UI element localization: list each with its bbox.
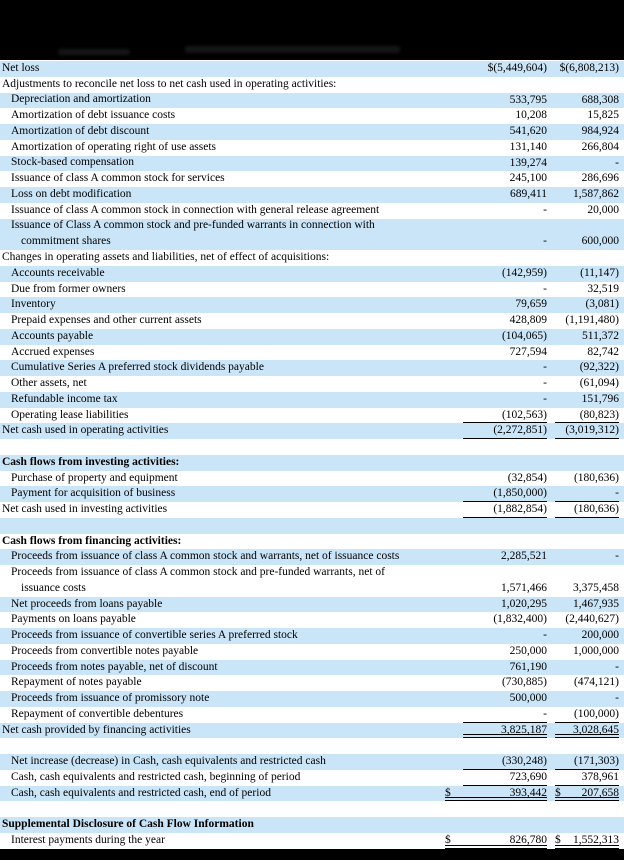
col2-value: 151,796: [581, 392, 619, 405]
col1-value: [463, 250, 547, 266]
row-label: Payment for acquisition of business: [11, 487, 176, 500]
table-row: [0, 203, 624, 219]
row-label: Repayment of notes payable: [11, 676, 142, 689]
col2-value: (180,636): [555, 502, 619, 518]
col1-value: -: [543, 377, 547, 390]
table-row: [0, 549, 624, 565]
col2-value: (3,081): [585, 298, 619, 311]
table-row: [0, 392, 624, 408]
row-label: Operating lease liabilities: [11, 408, 129, 421]
row-label-line2: commitment shares: [21, 235, 111, 248]
col1-value: (730,885): [501, 676, 547, 689]
table-row: [0, 770, 624, 786]
col1-value: 1,020,295: [501, 597, 547, 610]
col1-value: (330,248): [463, 754, 547, 770]
col1-value: [463, 817, 547, 833]
col2-value: 266,804: [581, 140, 619, 153]
row-label-line1: Proceeds from issuance of class A common stock and pre-funded warrants, net of: [11, 566, 385, 578]
table-row: [0, 140, 624, 156]
col1-value: 727,594: [509, 345, 547, 358]
table-row: [0, 61, 624, 77]
col2-value: (2,440,627): [565, 613, 619, 626]
table-row: [0, 266, 624, 282]
col1-value: 541,620: [509, 125, 547, 137]
row-label: Accounts receivable: [11, 266, 105, 279]
col2-value: -: [615, 550, 619, 563]
table-row: [0, 754, 624, 770]
row-label: Prepaid expenses and other current assets: [11, 314, 202, 326]
col2-value: [555, 786, 619, 802]
col1-value: -: [543, 361, 547, 374]
table-row: [0, 833, 624, 849]
row-label: Accrued expenses: [11, 345, 95, 358]
table-row: [0, 801, 624, 817]
col1-value: (2,272,851): [463, 423, 547, 439]
row-label: Accounts payable: [11, 329, 94, 342]
col2-value: 15,825: [587, 109, 619, 122]
table-row: [0, 675, 624, 691]
table-row: [0, 612, 624, 628]
row-label: Due from former owners: [11, 282, 126, 295]
col1-value: $(5,449,604): [487, 62, 547, 74]
row-label: Supplemental Disclosure of Cash Flow Information: [2, 818, 254, 831]
table-row: [0, 171, 624, 187]
col2-value: 20,000: [587, 203, 619, 216]
table-row: [0, 187, 624, 203]
col2-value: 286,696: [581, 172, 619, 185]
col2-value: (171,303): [555, 754, 619, 770]
col2-value: (100,000): [555, 707, 619, 723]
table-row: [0, 738, 624, 754]
table-row: [0, 518, 624, 534]
table-row: [0, 376, 624, 392]
table-row: [0, 423, 624, 439]
col1-value: 79,659: [515, 298, 547, 311]
col2-value: (3,019,312): [555, 423, 619, 439]
col1-value: -: [543, 392, 547, 405]
row-label: Issuance of class A common stock for services: [11, 172, 225, 185]
col1-value: (32,854): [507, 471, 547, 484]
row-label: Amortization of debt issuance costs: [11, 109, 176, 122]
col1-value: [445, 833, 547, 849]
table-row: [0, 817, 624, 833]
col1-value: 2,285,521: [501, 550, 547, 563]
col2-value: [555, 250, 619, 266]
row-label: Loss on debt modification: [11, 187, 132, 200]
table-row: [0, 723, 624, 739]
col1-value: (1,882,854): [463, 502, 547, 518]
row-label: Proceeds from issuance of promissory note: [11, 692, 210, 705]
col1-value: (1,832,400): [493, 613, 547, 626]
col2-value: 3,375,458: [573, 581, 619, 594]
col2-value: -: [615, 660, 619, 673]
bottom-border-bar: [0, 849, 624, 860]
col1-value: 3,825,187: [463, 723, 547, 739]
col1-value: 1,571,466: [501, 581, 547, 594]
table-row: [0, 219, 624, 251]
col1-value: -: [463, 707, 547, 723]
table-row: [0, 534, 624, 550]
col2-value: (11,147): [580, 266, 619, 279]
table-row: [0, 282, 624, 298]
table-row: [0, 502, 624, 518]
currency-symbol: $: [445, 833, 451, 846]
col1-value: -: [543, 629, 547, 642]
table-row: [0, 628, 624, 644]
col2-value: (92,322): [579, 361, 619, 374]
table-row: [0, 93, 624, 109]
row-label: Amortization of debt discount: [11, 124, 150, 137]
table-row: [0, 250, 624, 266]
amount: 1,552,313: [573, 833, 619, 846]
table-row: [0, 644, 624, 660]
table-row: [0, 345, 624, 361]
col1-value: [463, 455, 547, 471]
col1-value: -: [543, 235, 547, 248]
col1-value: 250,000: [509, 644, 547, 657]
table-row: [0, 108, 624, 124]
currency-symbol: $: [555, 833, 561, 846]
col2-value: (80,823): [555, 408, 619, 424]
amount: 393,442: [509, 786, 547, 799]
col1-value: (142,959): [501, 266, 547, 279]
col1-value: 245,100: [509, 172, 547, 185]
row-label: Adjustments to reconcile net loss to net cash used in operating activities:: [2, 77, 337, 90]
redaction-artifact: [185, 46, 400, 53]
col2-value: [555, 817, 619, 833]
col2-value: 82,742: [587, 345, 619, 358]
table-row: [0, 565, 624, 597]
table-row: [0, 297, 624, 313]
row-label: Net proceeds from loans payable: [11, 597, 163, 610]
col2-value: (61,094): [579, 377, 619, 390]
col2-value: 688,308: [581, 93, 619, 106]
redaction-artifact: [58, 49, 130, 55]
col1-value: (104,065): [501, 329, 547, 342]
col2-value: (1,191,480): [565, 314, 619, 327]
row-label: Cash, cash equivalents and restricted cash, beginning of period: [11, 770, 301, 783]
col2-value: 1,587,862: [573, 188, 619, 200]
row-label: Proceeds from issuance of convertible series A preferred stock: [11, 629, 298, 642]
redacted-header-bar: [0, 0, 624, 60]
row-label: Cumulative Series A preferred stock dividends payable: [11, 361, 264, 374]
cash-flow-table: [0, 61, 624, 849]
col2-value: (474,121): [573, 676, 619, 689]
col1-value: (1,850,000): [463, 486, 547, 502]
table-row: [0, 313, 624, 329]
col2-value: 600,000: [581, 235, 619, 248]
row-label: Interest payments during the year: [11, 833, 165, 846]
row-label: Issuance of class A common stock in connection with general release agreement: [11, 203, 380, 216]
table-row: [0, 691, 624, 707]
col2-value: -: [615, 692, 619, 705]
table-row: [0, 329, 624, 345]
row-label: Net loss: [2, 61, 40, 74]
col2-value: 378,961: [555, 770, 619, 786]
col2-value: 200,000: [581, 629, 619, 642]
currency-symbol: $: [555, 786, 561, 799]
row-label: Cash, cash equivalents and restricted cash, end of period: [11, 786, 271, 799]
table-row: [0, 707, 624, 723]
row-label: Net cash used in operating activities: [2, 424, 169, 437]
col1-value: [463, 534, 547, 550]
table-row: [0, 471, 624, 487]
table-row: [0, 408, 624, 424]
col1-value: (102,563): [463, 408, 547, 424]
col2-value: 1,467,935: [573, 597, 619, 610]
col2-value: 511,372: [582, 329, 619, 342]
row-label: [0, 218, 463, 250]
table-row: [0, 486, 624, 502]
row-label: Cash flows from financing activities:: [2, 534, 182, 547]
row-label: Net increase (decrease) in Cash, cash equivalents and restricted cash: [11, 755, 326, 768]
table-row: [0, 124, 624, 140]
col2-value: [555, 77, 619, 93]
row-label: Proceeds from issuance of class A common stock and warrants, net of issuance costs: [11, 550, 400, 563]
col1-value: [445, 786, 547, 802]
table-row: [0, 597, 624, 613]
row-label: Repayment of convertible debentures: [11, 707, 184, 720]
row-label: Depreciation and amortization: [11, 93, 151, 106]
row-label: Other assets, net: [11, 377, 87, 389]
table-row: [0, 156, 624, 172]
row-label: Proceeds from convertible notes payable: [11, 644, 199, 657]
col1-value: 131,140: [509, 140, 547, 153]
row-label: Net cash used in investing activities: [2, 503, 168, 515]
col1-value: 428,809: [509, 314, 547, 327]
col2-value: 32,519: [587, 282, 619, 295]
col2-value: 984,924: [581, 125, 619, 137]
row-label: Amortization of operating right of use assets: [11, 140, 217, 153]
col1-value: 500,000: [509, 692, 547, 705]
col1-value: -: [543, 203, 547, 216]
row-label: Refundable income tax: [11, 392, 118, 405]
amount: 207,658: [581, 786, 619, 799]
col2-value: 1,000,000: [573, 644, 619, 657]
row-label-line2: issuance costs: [21, 581, 86, 594]
col1-value: [463, 77, 547, 93]
amount: 826,780: [509, 833, 547, 846]
col1-value: 761,190: [509, 660, 547, 673]
col2-value: $(6,808,213): [559, 62, 619, 74]
col2-value: 3,028,645: [555, 723, 619, 739]
table-row: [0, 77, 624, 93]
row-label: Stock-based compensation: [11, 156, 134, 169]
row-label-line1: Issuance of Class A common stock and pre-funded warrants in connection with: [11, 219, 375, 232]
row-label: Net cash provided by financing activities: [2, 723, 191, 736]
col2-value: -: [555, 486, 619, 502]
col2-value: (180,636): [573, 471, 619, 484]
col2-value: [555, 455, 619, 471]
col2-value: -: [615, 156, 619, 169]
col1-value: 139,274: [509, 156, 547, 169]
row-label: Cash flows from investing activities:: [2, 455, 180, 468]
table-row: [0, 660, 624, 676]
table-row: [0, 439, 624, 455]
col1-value: 10,208: [515, 109, 547, 122]
col1-value: 723,690: [463, 770, 547, 786]
table-row: [0, 786, 624, 802]
col2-value: [555, 534, 619, 550]
row-label: Changes in operating assets and liabilities, net of effect of acquisitions:: [2, 251, 330, 263]
col1-value: 533,795: [509, 93, 547, 106]
row-label: Purchase of property and equipment: [11, 471, 178, 484]
col2-value: [555, 833, 619, 849]
row-label: Inventory: [11, 298, 56, 311]
currency-symbol: $: [445, 786, 451, 799]
col1-value: 689,411: [510, 188, 547, 200]
row-label: Payments on loans payable: [11, 613, 136, 626]
row-label: [0, 565, 463, 597]
col1-value: -: [543, 282, 547, 295]
table-row: [0, 360, 624, 376]
table-row: [0, 455, 624, 471]
row-label: Proceeds from notes payable, net of discount: [11, 660, 218, 673]
